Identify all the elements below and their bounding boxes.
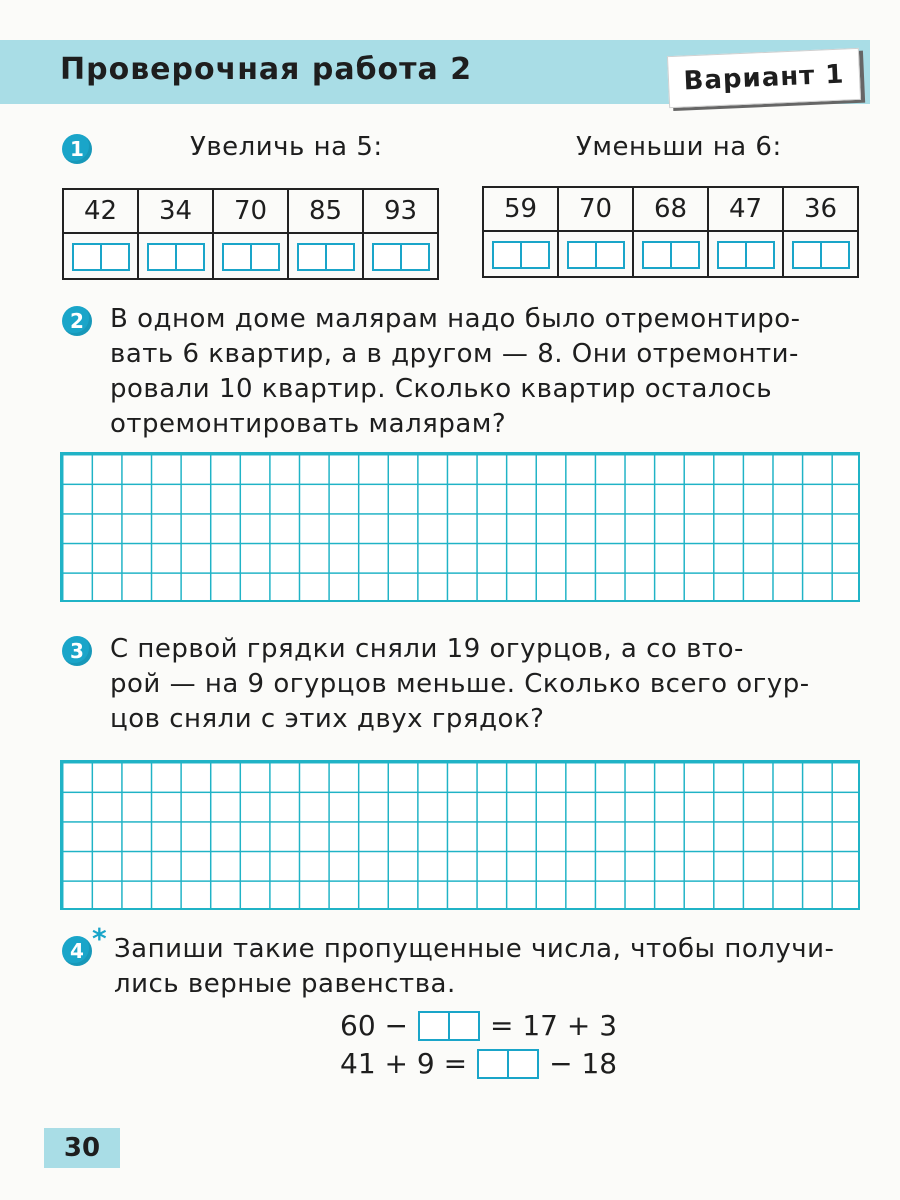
answer-box[interactable]: [792, 241, 850, 269]
answer-box[interactable]: [372, 243, 430, 271]
page-number: 30: [44, 1128, 120, 1168]
decrease-value: 36: [783, 187, 858, 231]
star-icon: *: [92, 922, 107, 955]
task-4-text-line: Запиши такие пропущенные числа, чтобы получи-: [114, 934, 835, 964]
answer-box[interactable]: [642, 241, 700, 269]
task-1-right-label: Уменьши на 6:: [576, 132, 782, 162]
variant-tab: Вариант 1: [667, 48, 861, 108]
increase-value: 85: [288, 189, 363, 233]
decrease-value: 68: [633, 187, 708, 231]
task-2-answer-grid[interactable]: [60, 452, 860, 602]
task-3-answer-grid[interactable]: [60, 760, 860, 910]
increase-value: 70: [213, 189, 288, 233]
task-3-text-line: С первой грядки сняли 19 огурцов, а со вто-: [110, 634, 744, 664]
increase-value: 93: [363, 189, 438, 233]
page-title: Проверочная работа 2: [60, 52, 473, 87]
task-4-text-line: лись верные равенства.: [114, 969, 456, 999]
equation-1-blank[interactable]: [418, 1011, 480, 1041]
task-1-number-icon: 1: [62, 134, 92, 164]
equation-2: [340, 1048, 617, 1080]
answer-box[interactable]: [72, 243, 130, 271]
task-3-number-icon: 3: [62, 636, 92, 666]
task-3-text-line: цов сняли с этих двух грядок?: [110, 704, 545, 734]
task-2-number-icon: 2: [62, 306, 92, 336]
answer-box[interactable]: [297, 243, 355, 271]
decrease-value: 59: [483, 187, 558, 231]
task-2-text-line: отремонтировать малярам?: [110, 409, 507, 439]
answer-box[interactable]: [222, 243, 280, 271]
task-2-text-line: ровали 10 квартир. Сколько квартир осталось: [110, 374, 773, 404]
answer-box[interactable]: [147, 243, 205, 271]
increase-value: 34: [138, 189, 213, 233]
equation-1-right: = 17 + 3: [490, 1009, 618, 1042]
decrease-table: [482, 186, 859, 278]
answer-box[interactable]: [567, 241, 625, 269]
task-2-text-line: вать 6 квартир, а в другом — 8. Они отремонти-: [110, 339, 799, 369]
equation-1: [340, 1010, 617, 1042]
task-1-left-label: Увеличь на 5:: [190, 132, 383, 162]
increase-table: [62, 188, 439, 280]
increase-value: 42: [63, 189, 138, 233]
decrease-value: 70: [558, 187, 633, 231]
task-3-text-line: рой — на 9 огурцов меньше. Сколько всего огур-: [110, 669, 810, 699]
equation-2-left: 41 + 9 =: [340, 1047, 468, 1080]
decrease-value: 47: [708, 187, 783, 231]
equation-1-left: 60 −: [340, 1009, 408, 1042]
answer-box[interactable]: [492, 241, 550, 269]
equation-2-blank[interactable]: [477, 1049, 539, 1079]
task-4-number-icon: 4: [62, 936, 92, 966]
answer-box[interactable]: [717, 241, 775, 269]
task-2-text-line: В одном доме малярам надо было отремонтиро-: [110, 304, 801, 334]
equation-2-right: − 18: [549, 1047, 618, 1080]
